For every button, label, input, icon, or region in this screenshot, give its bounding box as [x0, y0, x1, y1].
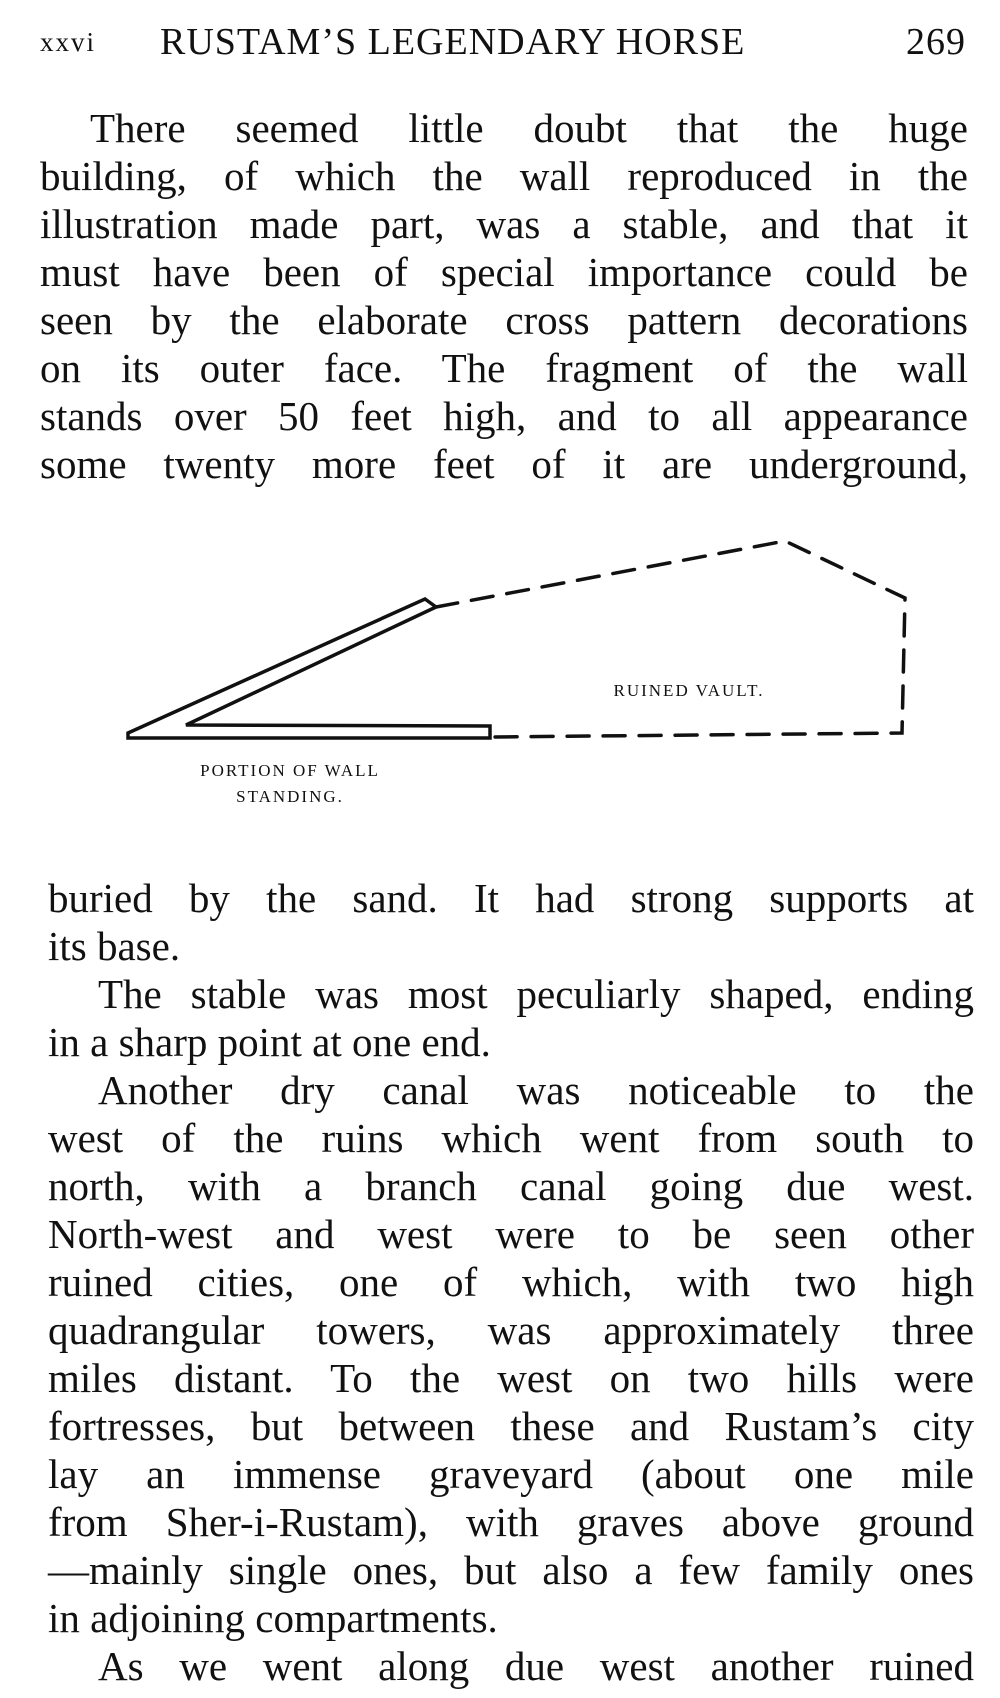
text-line: in adjoining compartments. [48, 1595, 498, 1641]
wall-standing-label [170, 758, 410, 810]
standing-wall-outline [128, 599, 490, 738]
text-line: west of the ruins which went from south to [48, 1115, 974, 1161]
body-text-bottom [48, 874, 974, 1690]
text-line: from Sher-i-Rustam), with graves above ground [48, 1499, 974, 1545]
page-number: 269 [906, 21, 966, 63]
text-line: in a sharp point at one end. [48, 1019, 491, 1065]
text-line: There seemed little doubt that the huge [90, 105, 968, 151]
text-line: —mainly single ones, but also a few family ones [48, 1547, 974, 1593]
text-line: fortresses, but between these and Rustam’s city [48, 1403, 974, 1449]
wall-label-line: PORTION OF WALL [200, 761, 380, 780]
text-line: stands over 50 feet high, and to all appearance [40, 393, 968, 439]
text-line: north, with a branch canal going due west. [48, 1163, 974, 1209]
text-line: its base. [48, 923, 181, 969]
text-line: on its outer face. The fragment of the wall [40, 345, 968, 391]
wall-label-line: STANDING. [236, 787, 344, 806]
ruined-vault-outline [436, 541, 905, 737]
stable-plan-diagram [110, 524, 910, 824]
text-line: quadrangular towers, was approximately three [48, 1307, 974, 1353]
text-line: North-west and west were to be seen other [48, 1211, 974, 1257]
text-line: As we went along due west another ruined [98, 1643, 974, 1689]
ruined-vault-label: RUINED VAULT. [613, 681, 765, 700]
text-line: miles distant. To the west on two hills were [48, 1355, 974, 1401]
text-line: Another dry canal was noticeable to the [98, 1067, 974, 1113]
text-line: buried by the sand. It had strong supports at [48, 875, 974, 921]
chapter-number: xxvi [40, 27, 97, 57]
text-line: must have been of special importance could be [40, 249, 968, 295]
body-text-top [40, 104, 968, 488]
text-line: some twenty more feet of it are underground, [40, 441, 968, 487]
text-line: lay an immense graveyard (about one mile [48, 1451, 974, 1497]
text-line: The stable was most peculiarly shaped, ending [98, 971, 974, 1017]
text-line: illustration made part, was a stable, and that it [40, 201, 968, 247]
text-line: seen by the elaborate cross pattern decorations [40, 297, 968, 343]
text-line: building, of which the wall reproduced in the [40, 153, 968, 199]
running-title: RUSTAM’S LEGENDARY HORSE [160, 21, 746, 63]
text-line: ruined cities, one of which, with two high [48, 1259, 974, 1305]
running-head [40, 18, 966, 66]
